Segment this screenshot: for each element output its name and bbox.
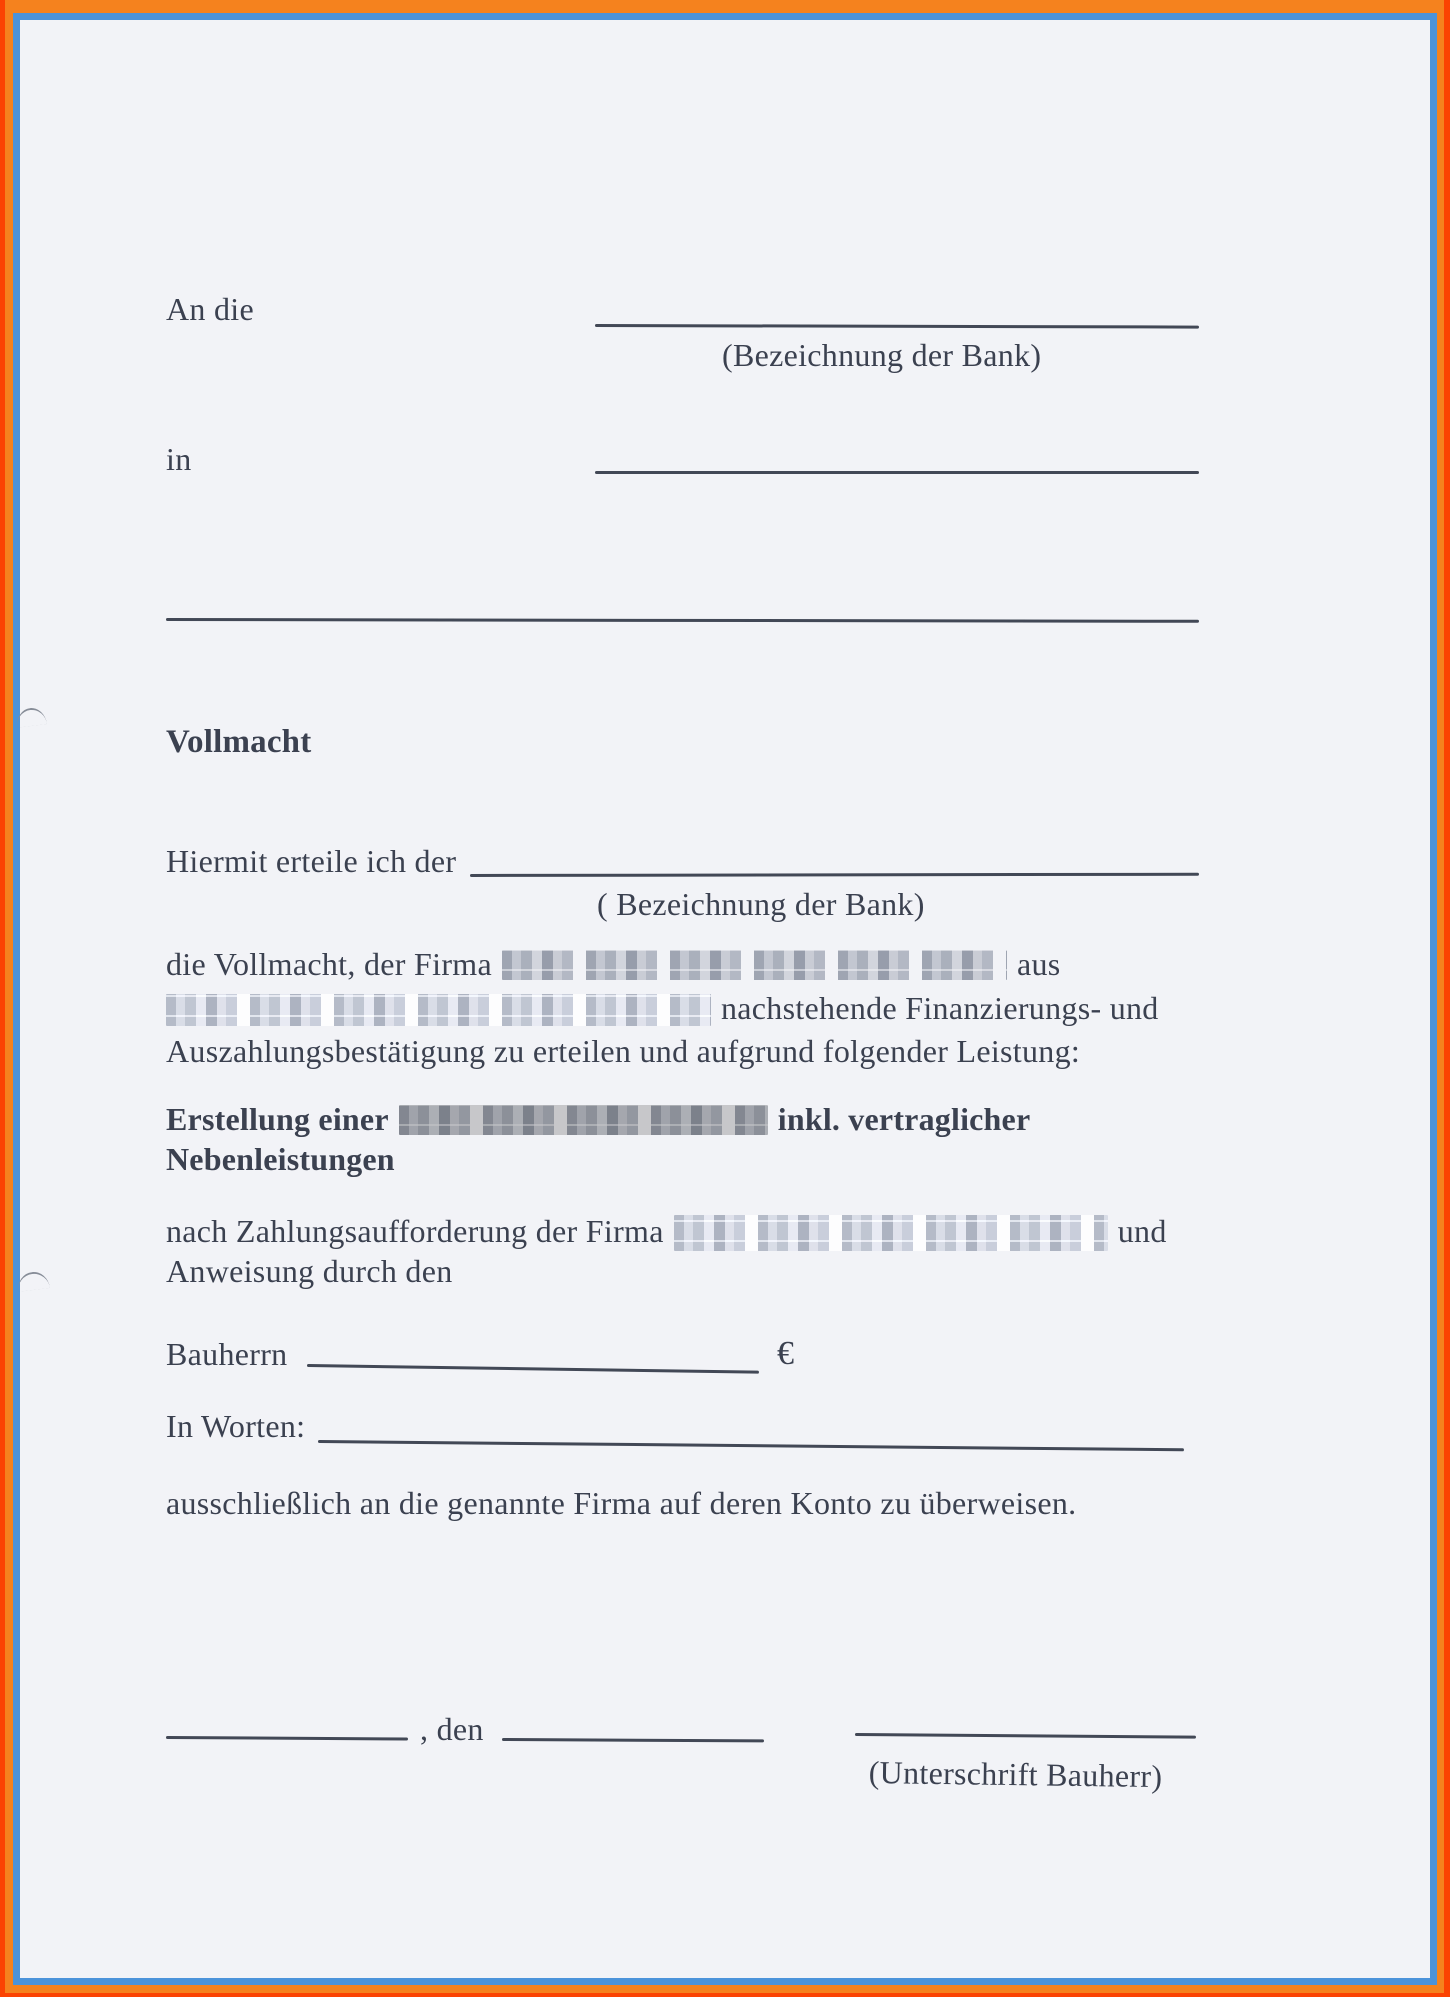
hole-punch-mark (16, 1270, 50, 1292)
payment-line1 (166, 1213, 1167, 1251)
payment-line2: Anweisung durch den (166, 1253, 453, 1289)
grant-prefix: Hiermit erteile ich der (166, 843, 457, 879)
bank-caption-mid: ( Bezeichnung der Bank) (597, 886, 925, 922)
service-line1-pre: Erstellung einer (166, 1101, 389, 1137)
para1-line1-post: aus (1016, 946, 1061, 982)
para1-line3: Auszahlungsbestätigung zu erteilen und aufgrund folgender Leistung: (166, 1033, 1081, 1069)
payment-line1-post: und (1117, 1213, 1167, 1249)
amount-label: Bauherrn (166, 1336, 288, 1372)
signature-caption: (Unterschrift Bauherr) (868, 1754, 1163, 1795)
amount-blank-line (307, 1364, 759, 1374)
para1-line2-post: nachstehende Finanzierungs- und (721, 990, 1159, 1026)
page-title: Vollmacht (166, 724, 312, 760)
redacted-company-address (166, 994, 711, 1026)
redacted-company-name-2 (674, 1215, 1108, 1251)
bank-caption-top: (Bezeichnung der Bank) (722, 337, 1042, 373)
hole-punch-mark (15, 706, 47, 728)
service-line2: Nebenleistungen (166, 1141, 395, 1177)
city-blank-line (595, 471, 1199, 474)
grant-bank-blank-line (470, 873, 1199, 877)
recipient-label: An die (166, 291, 255, 327)
closing-sentence: ausschließlich an die genannte Firma auf deren Konto zu überweisen. (166, 1485, 1077, 1521)
city-label: in (166, 441, 192, 477)
service-line1-post: inkl. vertraglicher (777, 1101, 1031, 1137)
in-words-blank-line (318, 1440, 1184, 1451)
para1-line1 (166, 946, 1061, 983)
payment-line1-pre: nach Zahlungsaufforderung der Firma (166, 1213, 664, 1249)
date-separator: , den (420, 1711, 484, 1747)
date-blank-line (502, 1738, 764, 1742)
in-words-label: In Worten: (166, 1408, 306, 1444)
para1-line1-text: die Vollmacht, der Firma (166, 946, 492, 982)
place-blank-line (166, 1736, 408, 1740)
redacted-company-name (502, 950, 1007, 980)
redacted-service-name (399, 1105, 768, 1135)
separator-line (166, 618, 1199, 623)
currency-symbol: € (777, 1335, 795, 1372)
signature-blank-line (855, 1733, 1196, 1739)
service-line1 (166, 1101, 1030, 1138)
para1-line2 (166, 990, 1159, 1027)
bank-name-blank-line (595, 324, 1199, 329)
